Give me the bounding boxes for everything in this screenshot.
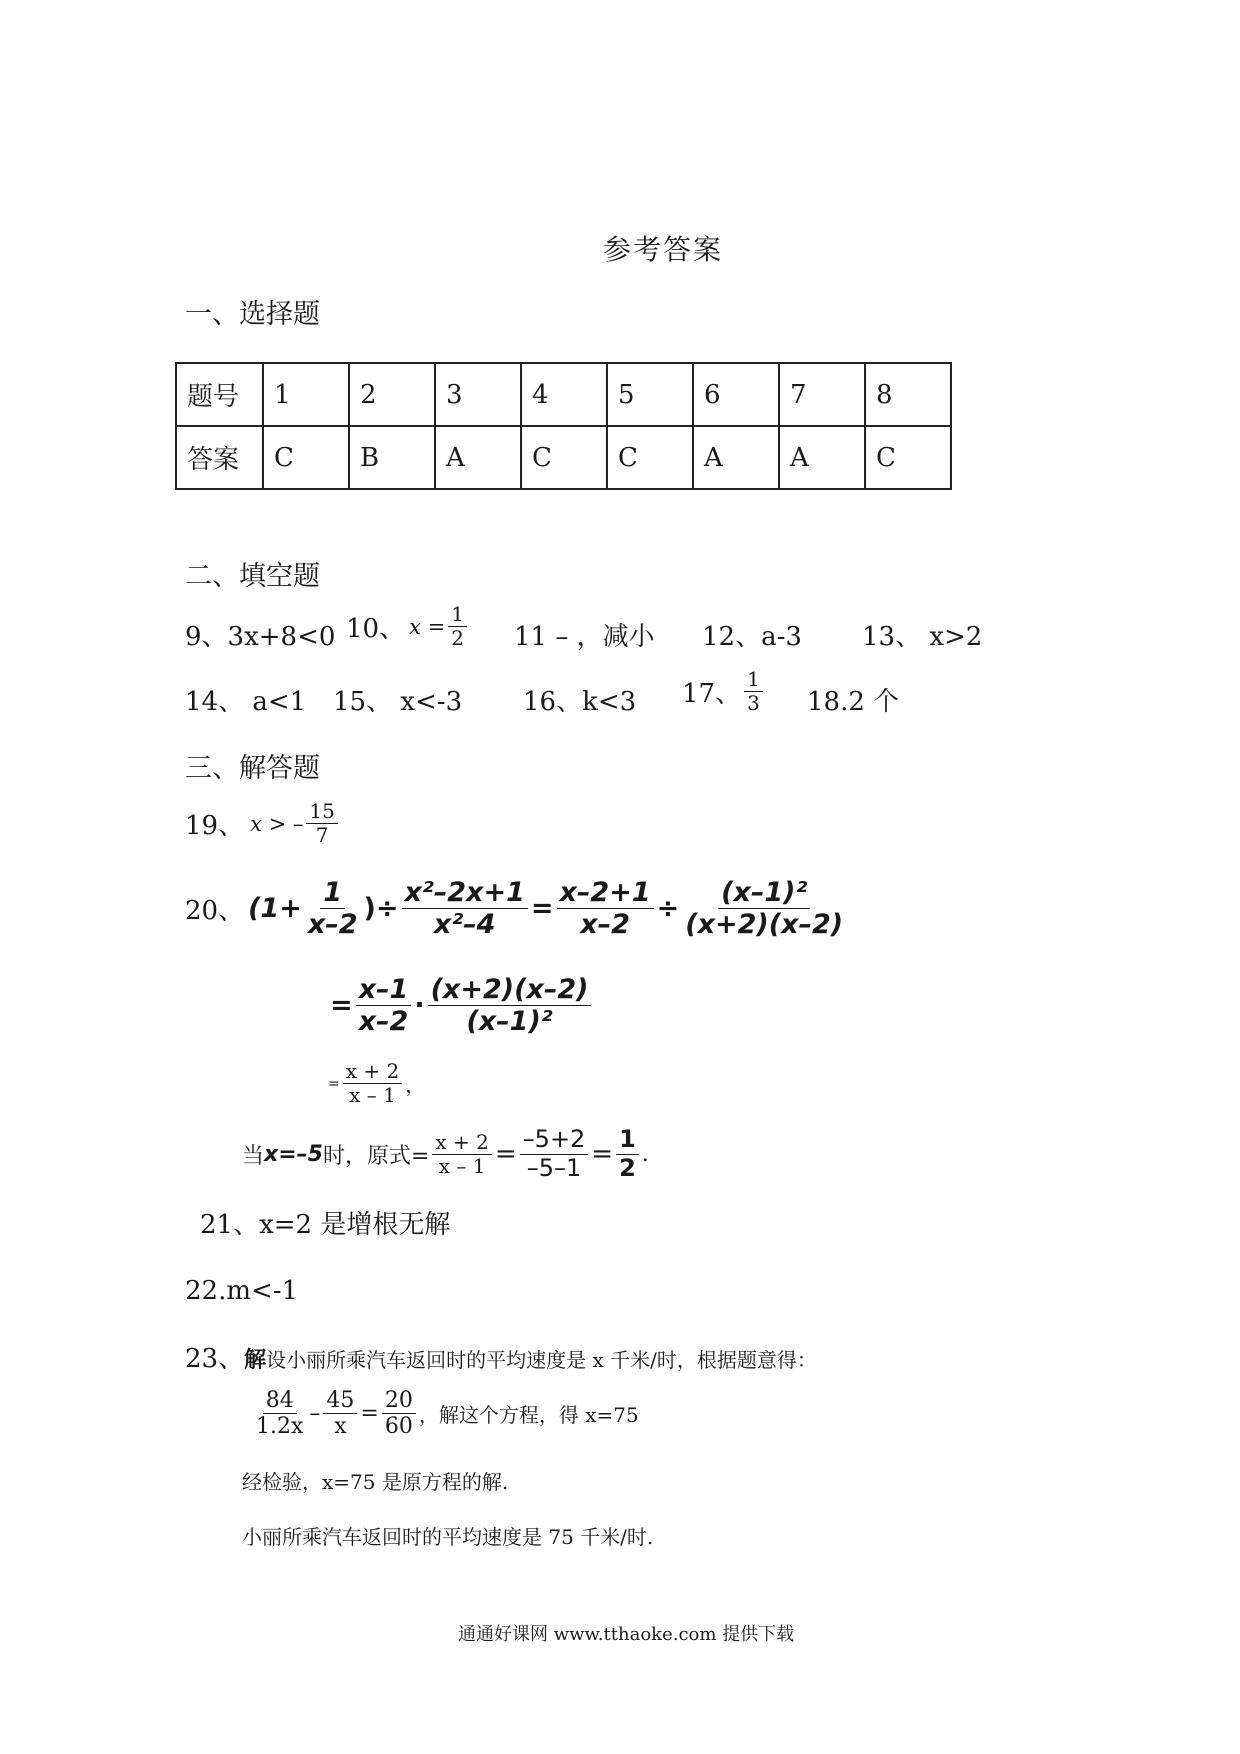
fill-q15: 15、 x<-3 — [333, 687, 463, 717]
table-cell: 1 — [263, 363, 349, 426]
fraction-numerator: 45 — [323, 1388, 357, 1414]
solve-q20-condition: x=–5 — [264, 1141, 323, 1167]
table-cell: 6 — [693, 363, 779, 426]
solve-q20-text: 时，原式= — [322, 1143, 430, 1169]
solve-q20-prefix: 20、 — [185, 896, 245, 927]
fraction-denominator: x²–4 — [433, 909, 496, 941]
math-symbol: (1+ — [248, 893, 302, 925]
section-heading-choice: 一、选择题 — [185, 299, 320, 330]
footer-text: 通通好课网 www.tthaoke.com 提供下载 — [458, 1624, 795, 1645]
solve-q20-line2 — [330, 974, 594, 1037]
fraction-numerator: 1 — [744, 668, 763, 692]
table-row-numbers — [176, 363, 951, 426]
fill-q16: 16、k<3 — [523, 687, 637, 717]
solve-q23-prefix: 23、 — [185, 1344, 245, 1374]
table-cell: 7 — [779, 363, 865, 426]
math-symbol: = — [494, 1139, 517, 1170]
fill-q12: 12、a-3 — [702, 622, 802, 652]
solve-q20-line3 — [328, 1060, 425, 1107]
fraction-denominator: 60 — [384, 1414, 413, 1440]
section-heading-fill: 二、填空题 — [185, 561, 320, 592]
table-cell: C — [865, 426, 951, 489]
fraction-denominator: 7 — [315, 823, 329, 847]
fill-q10-lhs: x = — [409, 614, 446, 639]
math-symbol: = — [530, 893, 554, 925]
math-symbol: . — [641, 1141, 649, 1167]
fill-q13: 13、 x>2 — [862, 622, 983, 652]
solve-q19 — [185, 800, 341, 847]
fraction-numerator: 1 — [448, 603, 467, 627]
fraction-denominator: 1.2x — [256, 1414, 304, 1440]
solve-q20-line1 — [185, 877, 849, 940]
solve-q23-bold: 解 — [244, 1347, 267, 1373]
table-cell: 4 — [521, 363, 607, 426]
answer-table — [175, 362, 952, 490]
fraction-denominator: 2 — [451, 626, 464, 650]
fraction-numerator: 84 — [263, 1388, 297, 1414]
solve-q19-prefix: 19、 — [185, 811, 245, 841]
math-symbol: – — [309, 1401, 321, 1427]
fraction-denominator: x — [334, 1414, 347, 1440]
fill-q10-prefix: 10、 — [346, 614, 406, 644]
fraction-denominator: x–2 — [307, 909, 358, 941]
fraction-numerator: 1 — [320, 877, 345, 909]
fraction-numerator: x + 2 — [432, 1131, 491, 1155]
table-cell-label: 答案 — [176, 426, 263, 489]
fill-q14: 14、 a<1 — [185, 687, 307, 717]
fraction-numerator: x–1 — [356, 974, 412, 1006]
solve-q23-check: 经检验，x=75 是原方程的解. — [242, 1470, 509, 1494]
fill-q10 — [346, 603, 470, 650]
solve-q20-line4 — [242, 1126, 649, 1182]
fill-q9: 9、3x+8<0 — [185, 622, 336, 652]
table-cell: C — [521, 426, 607, 489]
table-cell: C — [263, 426, 349, 489]
fill-q17-prefix: 17、 — [682, 679, 742, 709]
fraction-denominator: x – 1 — [438, 1153, 486, 1178]
math-symbol: )÷ — [363, 893, 399, 925]
math-symbol: = — [330, 990, 353, 1022]
solve-q22: 22.m<-1 — [185, 1276, 299, 1306]
table-cell: A — [435, 426, 521, 489]
fraction-denominator: (x–1)² — [466, 1006, 553, 1038]
fill-q17 — [682, 668, 766, 715]
solve-q23-answer: 小丽所乘汽车返回时的平均速度是 75 千米/时. — [242, 1525, 654, 1549]
table-cell: A — [693, 426, 779, 489]
solve-q23-solve: ，解这个方程，得 x=75 — [418, 1403, 639, 1428]
table-row-answers — [176, 426, 951, 489]
fill-q11: 11 – ，减小 — [514, 622, 655, 652]
table-cell: 3 — [435, 363, 521, 426]
fraction-denominator: 3 — [747, 691, 760, 715]
solve-q19-lhs: x > – — [250, 811, 304, 836]
table-cell: 8 — [865, 363, 951, 426]
math-symbol: ÷ — [656, 893, 680, 925]
math-symbol: = — [591, 1139, 614, 1170]
solve-q21: 21、x=2 是增根无解 — [200, 1210, 451, 1240]
table-cell-label: 题号 — [176, 363, 263, 426]
page-title: 参考答案 — [603, 233, 724, 266]
section-heading-solve: 三、解答题 — [185, 753, 320, 784]
fraction-denominator: (x+2)(x–2) — [685, 909, 844, 941]
math-symbol: · — [414, 990, 425, 1022]
fill-q18: 18.2 个 — [807, 687, 900, 717]
table-cell: A — [779, 426, 865, 489]
table-cell: 2 — [349, 363, 435, 426]
fraction-numerator: x + 2 — [343, 1060, 402, 1084]
fraction-numerator: 15 — [306, 800, 337, 824]
solve-q20-when: 当 — [242, 1143, 265, 1169]
table-cell: 5 — [607, 363, 693, 426]
math-symbol: ， — [405, 1073, 426, 1097]
fraction-numerator: –5+2 — [520, 1126, 589, 1155]
table-cell: C — [607, 426, 693, 489]
fraction-numerator: 20 — [382, 1388, 416, 1414]
fraction-denominator: –5–1 — [526, 1153, 582, 1182]
fraction-numerator: 1 — [616, 1126, 639, 1155]
fraction-numerator: (x+2)(x–2) — [428, 974, 592, 1006]
solve-q23-text: 设小丽所乘汽车返回时的平均速度是 x 千米/时，根据题意得： — [266, 1348, 817, 1372]
math-symbol: = — [360, 1401, 379, 1427]
table-cell: B — [349, 426, 435, 489]
fraction-denominator: x–2 — [580, 909, 630, 941]
fraction-numerator: x²–2x+1 — [402, 877, 528, 909]
math-symbol: = — [328, 1075, 340, 1092]
solve-q23-equation — [250, 1388, 639, 1440]
fraction-numerator: (x–1)² — [718, 877, 810, 909]
solve-q23-line1 — [185, 1338, 817, 1375]
fraction-denominator: x – 1 — [349, 1083, 396, 1107]
fraction-denominator: 2 — [619, 1153, 636, 1182]
fraction-denominator: x–2 — [358, 1006, 409, 1038]
fraction-numerator: x–2+1 — [557, 877, 654, 909]
